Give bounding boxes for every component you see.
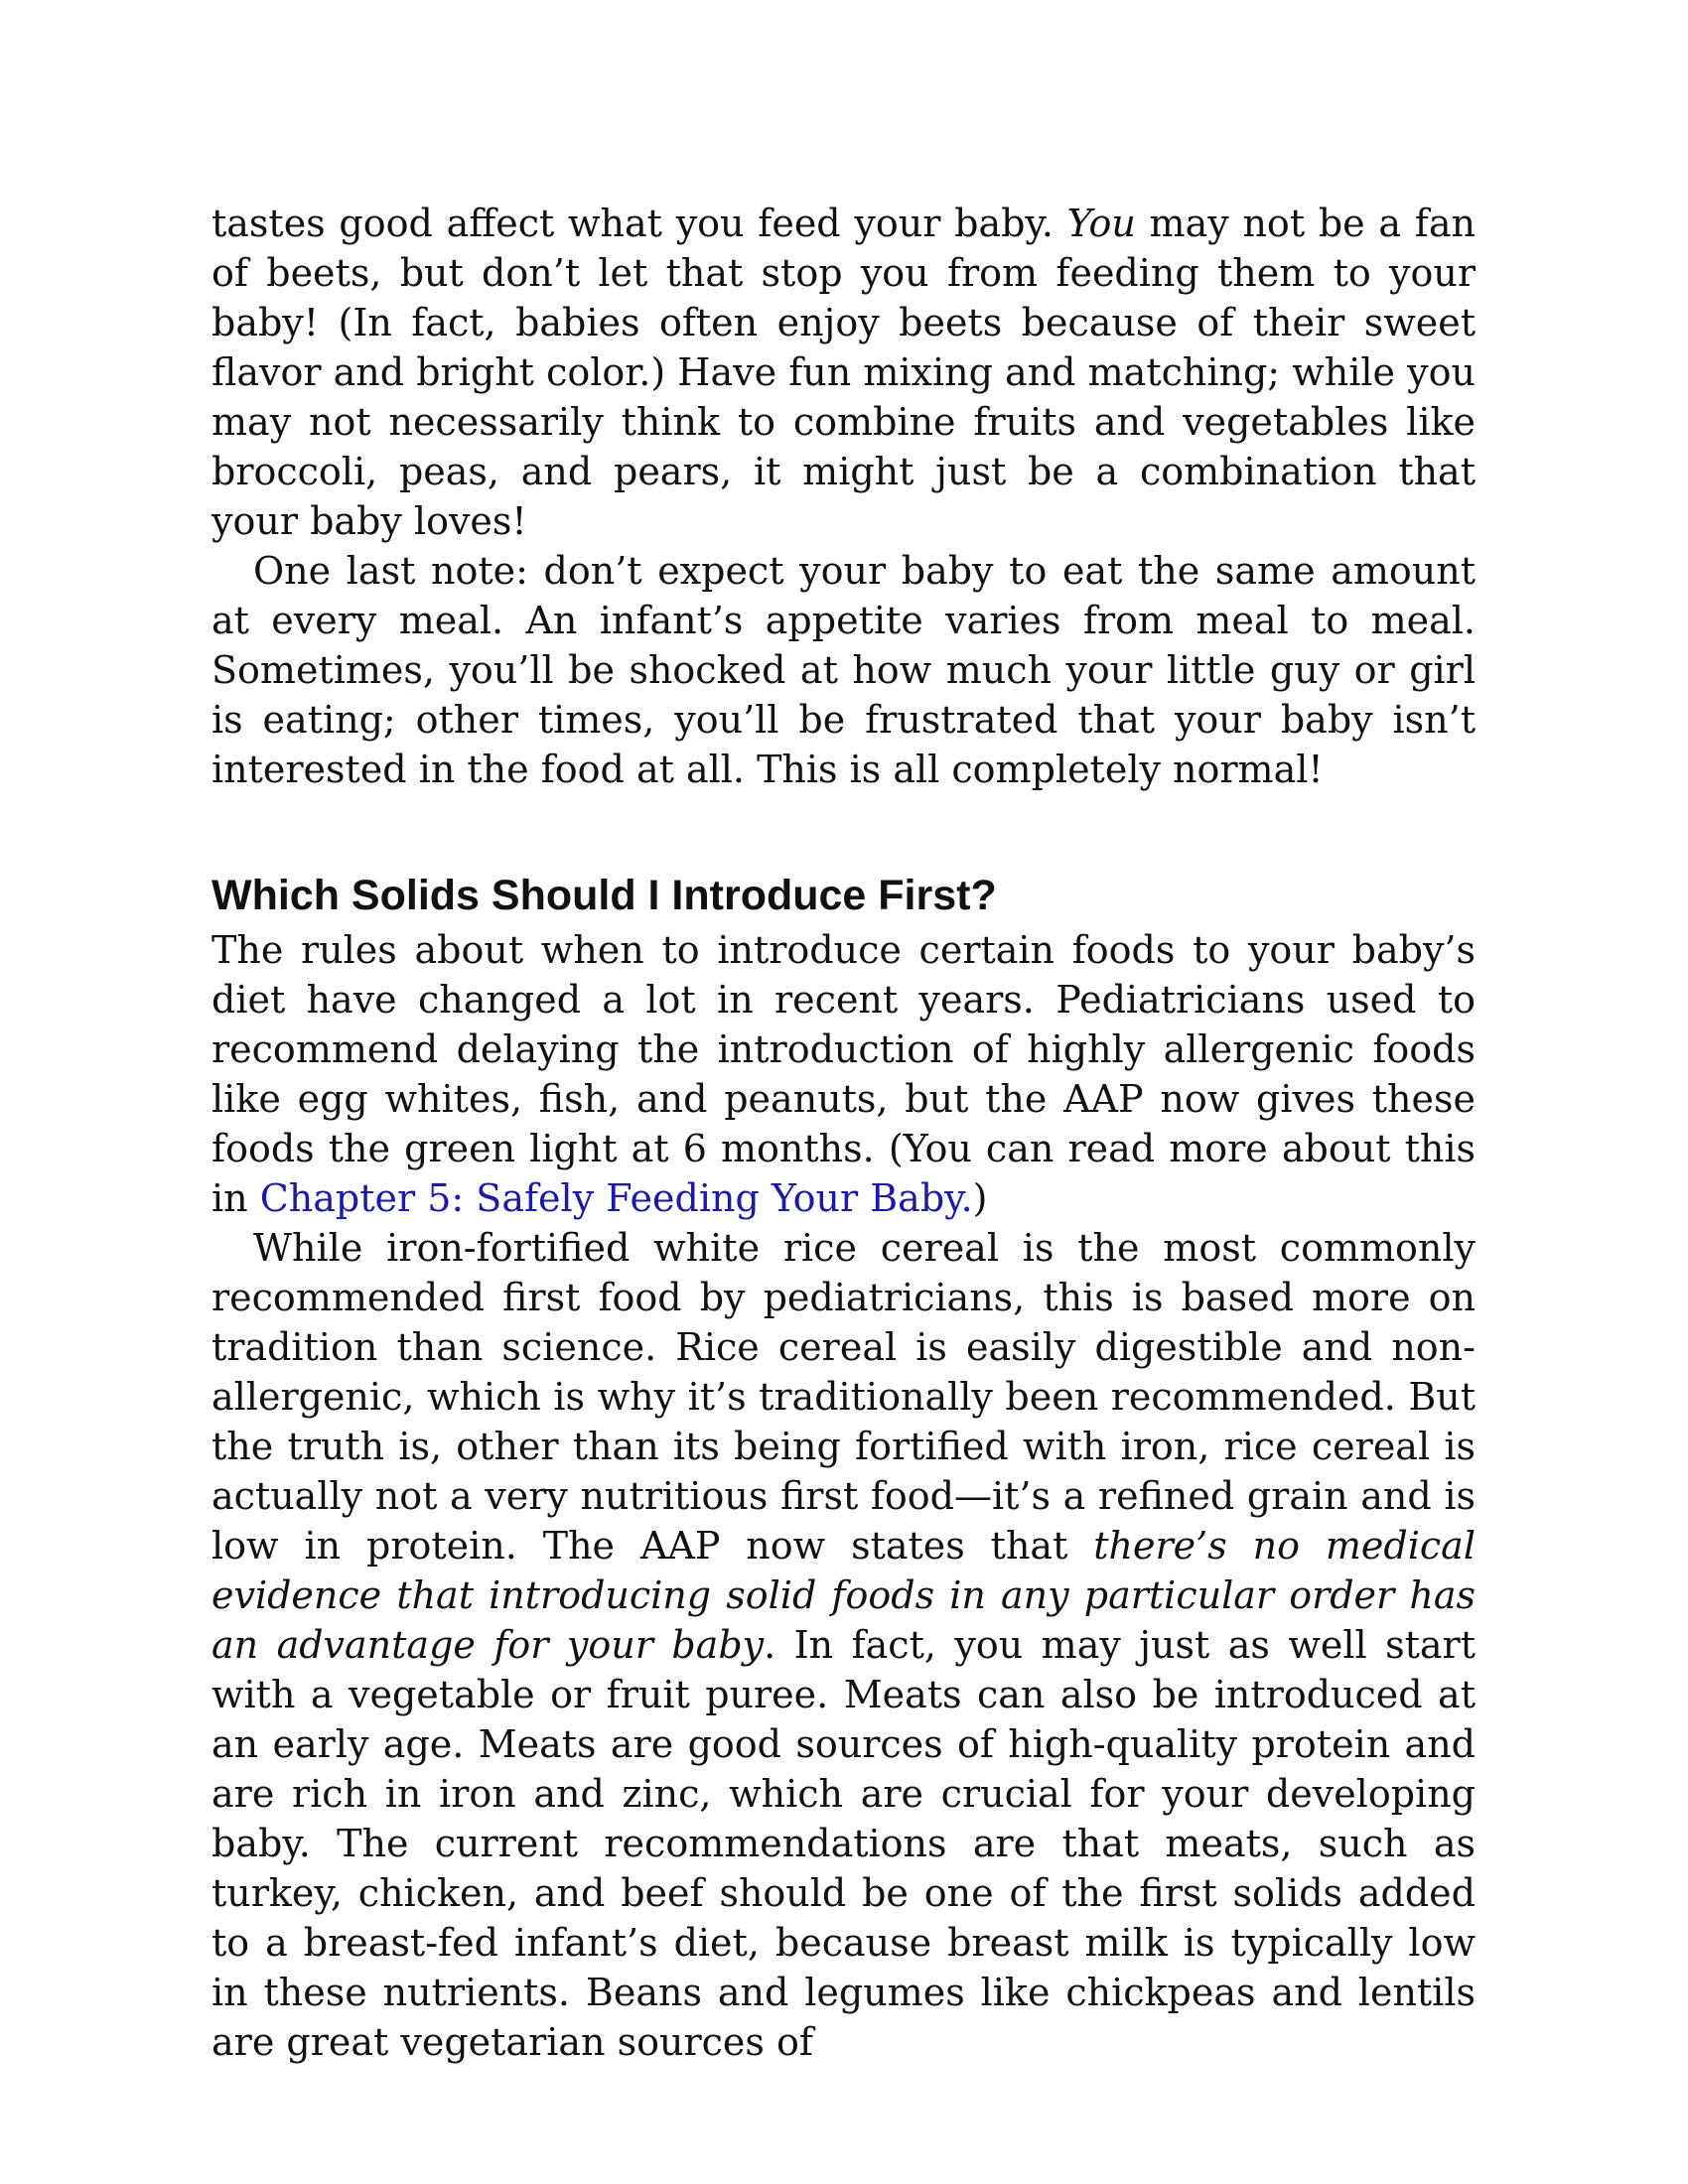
paragraph-beets (211, 199, 1476, 546)
paragraph-appetite (211, 546, 1476, 794)
chapter-5-link[interactable]: Chapter 5: Safely Feeding Your Baby. (259, 1176, 973, 1220)
paragraph-text: may not be a fan of beets, but don’t let that stop you from feeding them to your baby! (In fact, babies often enjoy beets because of their sweet flavor and bright color.) Have fun mixing and matching; while you may not necessarily think to combine fruits and vegetables like broccoli, peas, and pears, it might just be a combination that your baby loves! (211, 202, 1476, 543)
paragraph-text: tastes good affect what you feed your baby. (211, 202, 1067, 245)
paragraph-text: ) (972, 1176, 988, 1220)
emphasis-aap-statement: there’s no medical evidence that introducing solid foods in any particular order has an advantage for your baby (211, 1524, 1476, 1667)
paragraph-rice-cereal (211, 1223, 1476, 2067)
emphasis-you: You (1066, 202, 1136, 245)
paragraph-text: While iron-fortified white rice cereal is the most commonly recommended first food by pediatricians, this is based more on tradition than science. Rice cereal is easily digestible and non-allergenic, which is why it’s traditionally been recommended. But the truth is, other than its being fortified with iron, rice cereal is actually not a very nutritious first food—it’s a refined grain and is low in protein. The AAP now states that (211, 1226, 1476, 1568)
paragraph-text: The rules about when to introduce certain foods to your baby’s diet have changed a lot in recent years. Pediatricians used to recommend delaying the introduction of highly allergenic foods like egg whites, fish, and peanuts, but the AAP now gives these foods the green light at 6 months. (You can read more about this in (211, 928, 1476, 1220)
paragraph-rules (211, 925, 1476, 1223)
paragraph-text: . In fact, you may just as well start with a vegetable or fruit puree. Meats can also be introduced at an early age. Meats are good sources of high-quality protein and are rich in iron and zinc, which are crucial for your developing baby. The current recommendations are that meats, such as turkey, chicken, and beef should be one of the first solids added to a breast-fed infant’s diet, because breast milk is typically low in these nutrients. Beans and legumes like chickpeas and lentils are great vegetarian sources of (211, 1623, 1476, 2064)
paragraph-text: One last note: don’t expect your baby to eat the same amount at every meal. An infant’s appetite varies from meal to meal. Sometimes, you’ll be shocked at how much your little guy or girl is eating; other times, you’ll be frustrated that your baby isn’t interested in the food at all. This is all completely normal! (211, 549, 1476, 791)
section-heading: Which Solids Should I Introduce First? (211, 872, 997, 919)
page-content (211, 199, 1476, 2067)
